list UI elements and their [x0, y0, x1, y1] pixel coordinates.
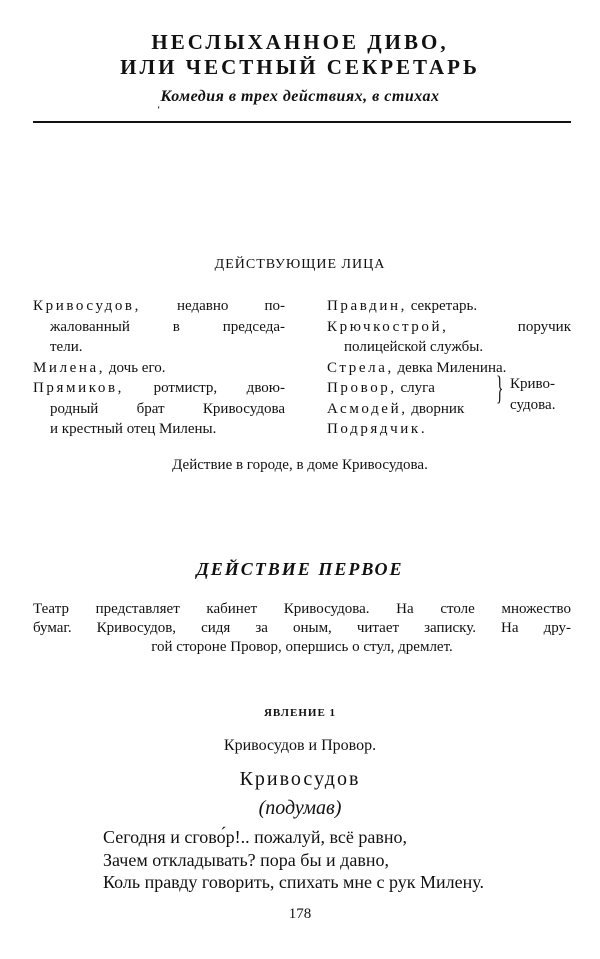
cast-entry-continued: полицейской службы. [344, 339, 484, 355]
act-title: ДЕЙСТВИЕ ПЕРВОЕ [196, 559, 404, 579]
verse-block [103, 826, 573, 894]
cast-entry: Провор, слуга [327, 380, 435, 396]
cast-entry: Кривосудов, недавно по- [33, 298, 285, 314]
cast-entry: Милена, дочь его. [33, 359, 166, 376]
cast-entry: Асмодей, дворник [327, 400, 465, 417]
cast-entry: Стрела, девка Миленина. [327, 359, 507, 376]
cast-entry-continued: жалованный в председа- [50, 318, 285, 335]
header-rule [33, 121, 571, 123]
stage-line: Театр представляет кабинет Кривосудова. На столе множество [33, 601, 571, 617]
speaker-name: Кривосудов [239, 768, 361, 790]
stage-line: гой стороне Провор, опершись о стул, дремлет. [151, 639, 453, 655]
speaker-direction: (подумав) [258, 797, 342, 819]
servants-of-label: Криво- судова. [510, 376, 556, 413]
cast-heading: ДЕЙСТВУЮЩИЕ ЛИЦА [214, 257, 386, 272]
servants-brace: } [496, 370, 504, 407]
cast-list-right [327, 296, 571, 440]
stage-direction [33, 600, 571, 657]
page-number: 178 [288, 906, 312, 922]
scene-title: ЯВЛЕНИЕ 1 [263, 707, 337, 719]
cast-entry: Крючкострой, поручик [327, 318, 571, 335]
cast-entry-continued: и крестный отец Милены. [50, 421, 217, 437]
stage-line: бумаг. Кривосудов, сидя за оным, читает записку. На дру- [33, 620, 571, 636]
stray-mark: ʻ [157, 105, 161, 116]
cast-entry: Правдин, секретарь. [327, 298, 478, 314]
cast-entry-continued: тели. [50, 339, 83, 355]
play-subtitle: Комедия в трех действиях, в стихах [160, 88, 440, 105]
play-title-line-2: ИЛИ ЧЕСТНЫЙ СЕКРЕТАРЬ [120, 55, 480, 79]
setting-note: Действие в городе, в доме Кривосудова. [172, 457, 428, 473]
cast-list-left [33, 296, 285, 440]
play-title-line-1: НЕСЛЫХАННОЕ ДИВО, [151, 30, 449, 54]
scene-characters: Кривосудов и Провор. [223, 737, 377, 754]
cast-entry: Прямиков, ротмистр, двою- [33, 380, 285, 396]
verse-line: Сегодня и сгово́р!.. пожалуй, всё равно, [103, 827, 408, 847]
verse-line: Коль правду говорить, спихать мне с рук Милену. [103, 872, 484, 892]
cast-entry-continued: родный брат Кривосудова [50, 400, 285, 417]
cast-entry: Подрядчик. [327, 421, 428, 437]
verse-line: Зачем откладывать? пора бы и давно, [103, 849, 389, 870]
